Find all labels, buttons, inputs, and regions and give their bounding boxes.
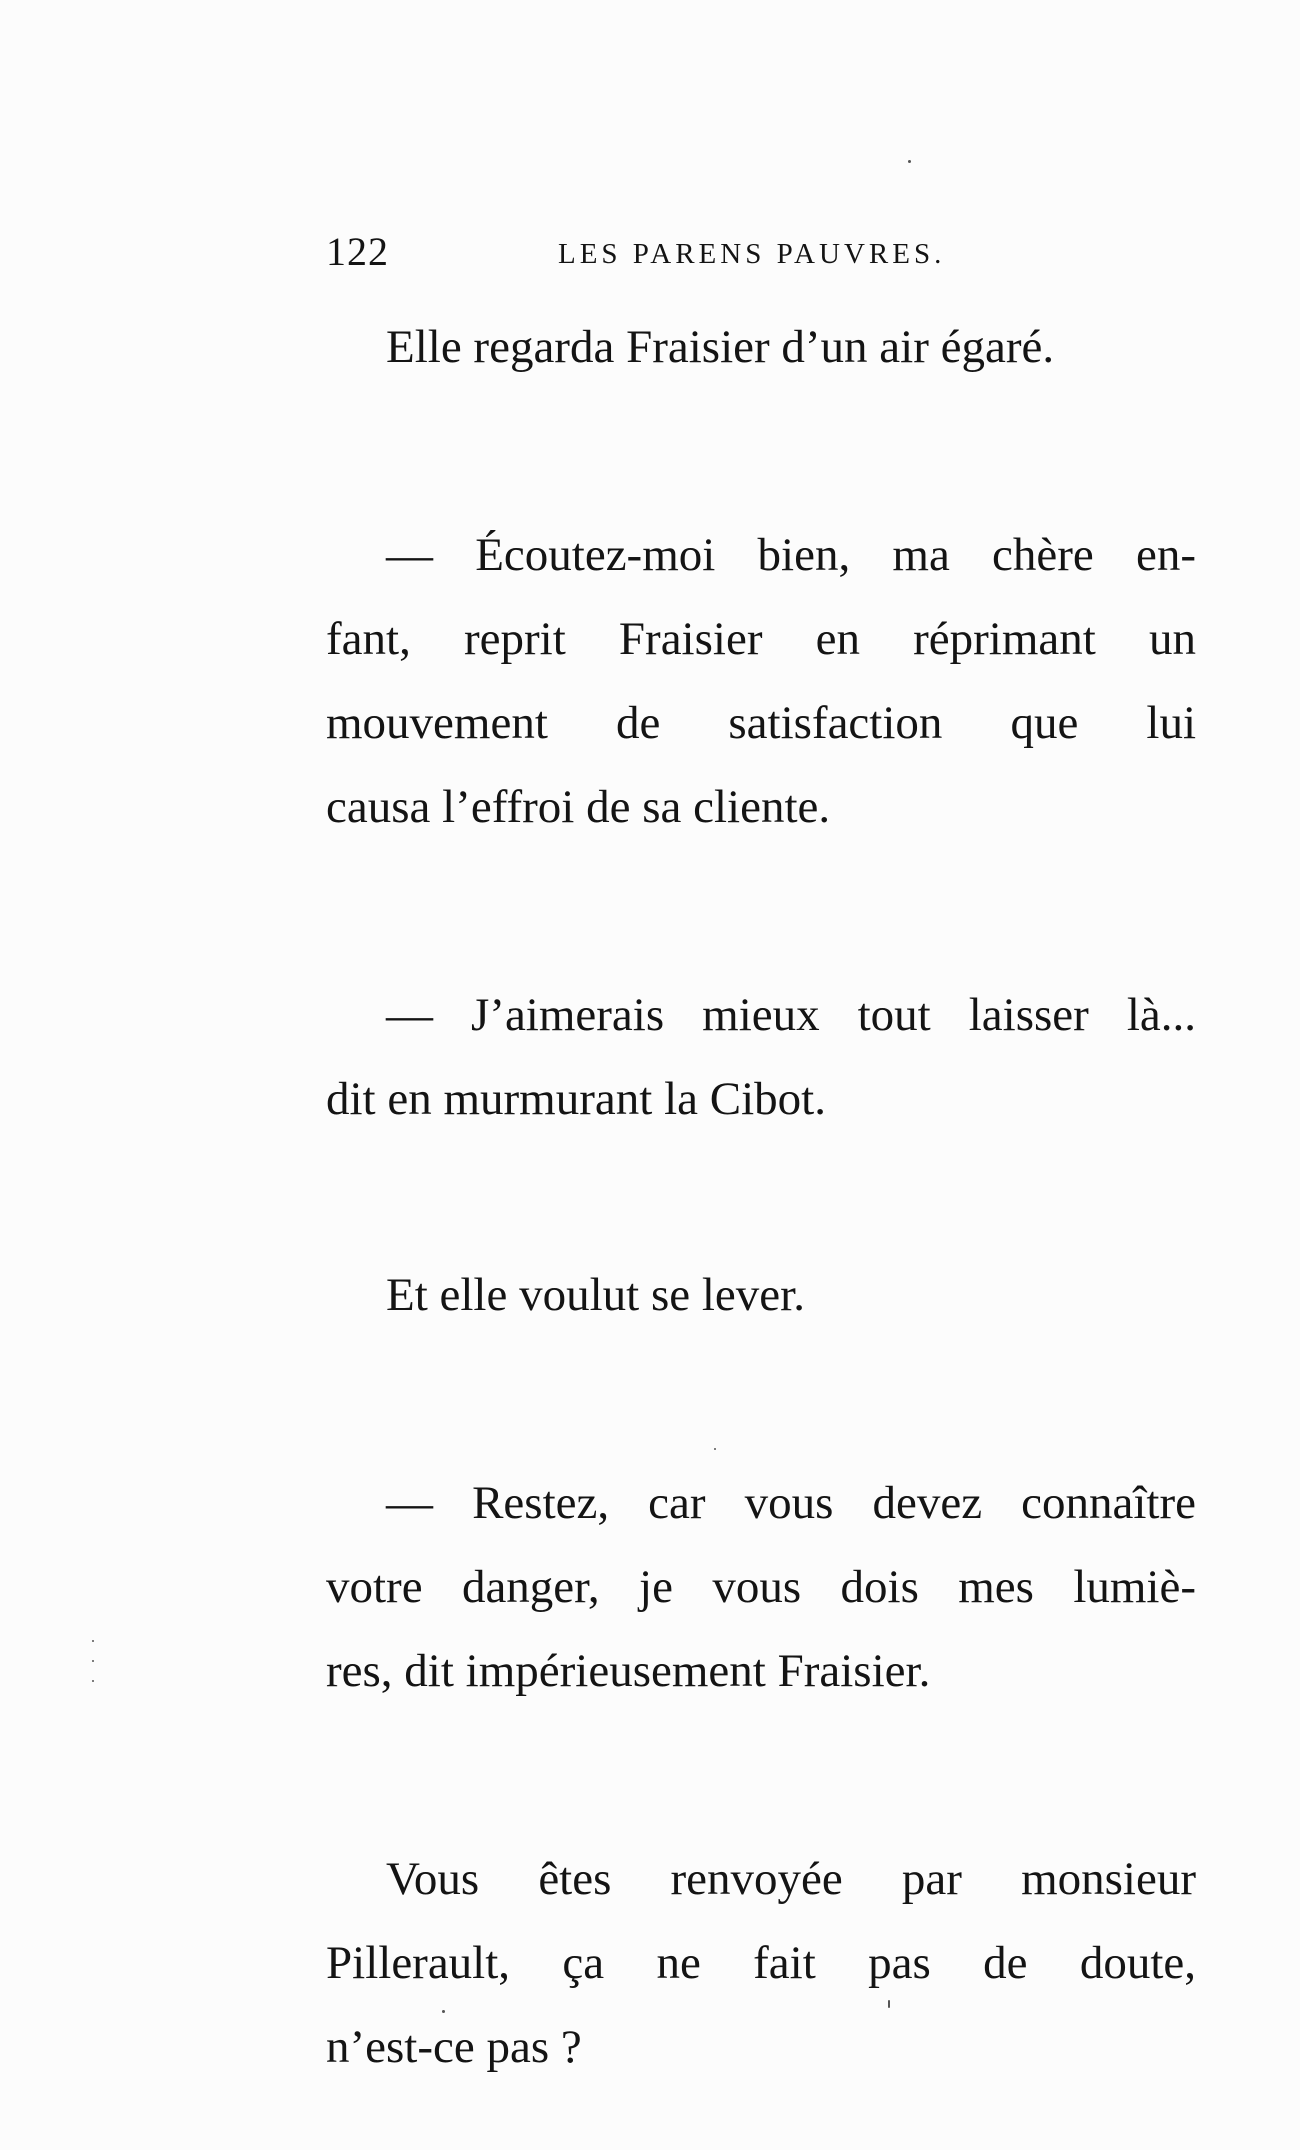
- text-line: Et elle voulut se lever.: [386, 1269, 805, 1321]
- paragraph-gap: [326, 1337, 1196, 1461]
- paragraph-1: [326, 305, 1196, 389]
- paragraph-3: [326, 973, 1196, 1141]
- paragraph-5: [326, 1461, 1196, 1713]
- text-line: Elle regarda Fraisier d’un air égaré.: [386, 321, 1055, 373]
- paragraph-gap: [326, 849, 1196, 973]
- text-line: n’est-ce pas ?: [326, 2021, 582, 2073]
- text-line: Pillerault, ça ne fait pas de doute,: [326, 1937, 1196, 1989]
- text-line: — Écoutez-moi bien, ma chère en-: [386, 529, 1196, 581]
- running-title: LES PARENS PAUVRES.: [558, 238, 946, 270]
- text-line: — Restez, car vous devez connaître: [386, 1477, 1196, 1529]
- text-line: dit en murmurant la Cibot.: [326, 1073, 826, 1125]
- paper-speck: [908, 160, 911, 163]
- text-line: fant, reprit Fraisier en réprimant un: [326, 613, 1196, 665]
- paragraph-6: [326, 1837, 1196, 2089]
- paragraph-gap: [326, 389, 1196, 513]
- paragraph-4: [326, 1253, 1196, 1337]
- paragraph-2: [326, 513, 1196, 849]
- text-line: — J’aimerais mieux tout laisser là...: [386, 989, 1196, 1041]
- paper-speck: [714, 1448, 716, 1450]
- paper-speck: [92, 1640, 94, 1642]
- text-line: res, dit impérieusement Fraisier.: [326, 1645, 931, 1697]
- paper-speck: [92, 1680, 94, 1682]
- paper-speck: [92, 1660, 94, 1662]
- paper-speck: [442, 2010, 445, 2013]
- text-line: votre danger, je vous dois mes lumiè-: [326, 1561, 1196, 1613]
- paragraph-gap: [326, 1141, 1196, 1253]
- body-text: [326, 305, 1196, 2089]
- paragraph-gap: [326, 1713, 1196, 1837]
- text-line: Vous êtes renvoyée par monsieur: [386, 1853, 1196, 1905]
- text-line: mouvement de satisfaction que lui: [326, 697, 1196, 749]
- paper-speck: [888, 2000, 890, 2008]
- text-line: causa l’effroi de sa cliente.: [326, 781, 831, 833]
- page-header: [326, 228, 1010, 278]
- page-number: 122: [326, 229, 389, 274]
